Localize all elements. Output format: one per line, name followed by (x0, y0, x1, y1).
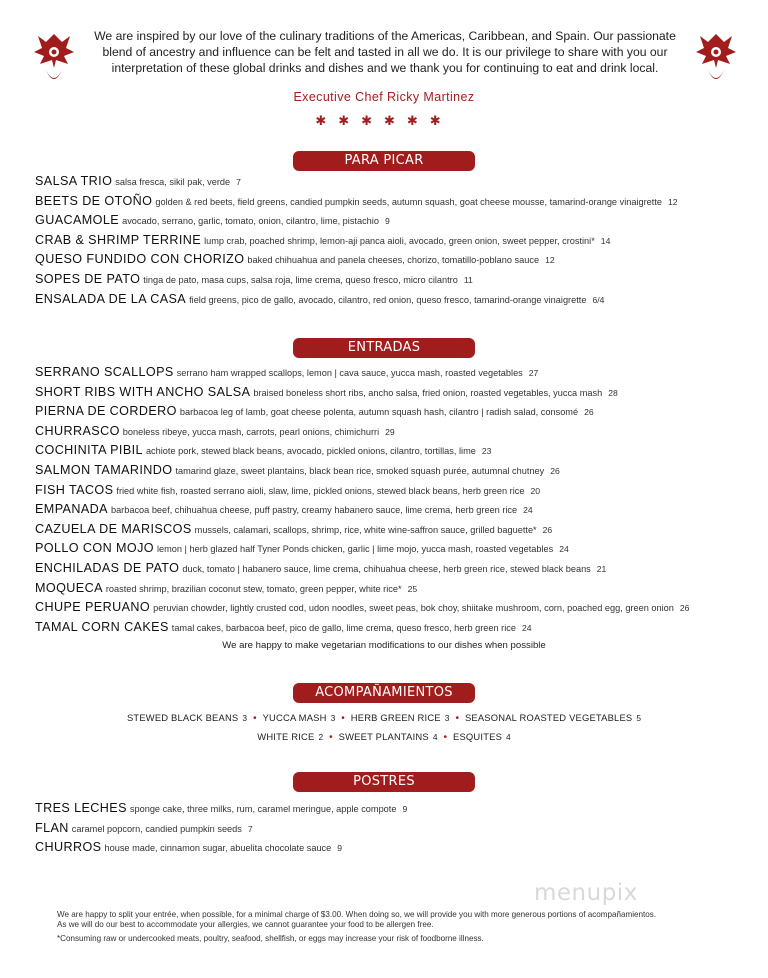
item-price: 28 (608, 387, 618, 398)
item-name: ENSALADA DE LA CASA (35, 291, 187, 306)
item-name: ENCHILADAS DE PATO (35, 560, 180, 575)
item-description: lump crab, poached shrimp, lemon-aji panca aioli, avocado, green onion, sweet pepper, crostini* (204, 235, 595, 246)
item-description: baked chihuahua and panela cheeses, chorizo, tomatillo-poblano sauce (247, 255, 540, 266)
item-description: serrano ham wrapped scallops, lemon | cava sauce, yucca mash, roasted vegetables (176, 368, 523, 378)
item-price: 27 (528, 368, 539, 378)
side-price: 3 (242, 713, 248, 723)
item-description: barbacoa leg of lamb, goat cheese polenta, autumn squash hash, cilantro | radish salad, consomé (179, 407, 579, 418)
side-name: YUCCA MASH (262, 712, 327, 723)
sides-list (0, 708, 768, 746)
item-description: sponge cake, three milks, rum, caramel meringue, apple compote (129, 804, 397, 814)
vegetarian-note: We are happy to make vegetarian modifications to our dishes when possible (222, 640, 546, 651)
item-price: 24 (521, 622, 532, 633)
item-name: MOQUECA (35, 580, 103, 595)
item-description: salsa fresca, sikil pak, verde (115, 177, 231, 187)
bullet-separator-icon: • (443, 732, 448, 743)
menu-item (35, 171, 755, 191)
item-price: 26 (550, 465, 560, 476)
item-name: CHUPE PERUANO (35, 600, 151, 615)
item-price: 7 (247, 823, 253, 834)
item-description: golden & red beets, field greens, candied pumpkin seeds, autumn squash, goat cheese mousse, tamarind-orange vinaigrette (155, 196, 662, 207)
item-name: PIERNA DE CORDERO (35, 404, 177, 419)
item-price: 24 (559, 544, 569, 555)
item-price: 20 (530, 485, 540, 496)
item-name: SALMON TAMARINDO (35, 462, 173, 477)
menu-item (35, 798, 755, 818)
item-name: BEETS DE OTOÑO (35, 193, 153, 208)
item-name: SOPES DE PATO (35, 271, 141, 286)
section-banner-para-picar: PARA PICAR (293, 151, 475, 171)
side-price: 5 (636, 713, 642, 723)
menu-item (35, 480, 755, 500)
sides-line-1 (0, 708, 768, 727)
side-name: SEASONAL ROASTED VEGETABLES (464, 712, 633, 723)
side-price: 3 (444, 713, 450, 723)
item-price: 26 (679, 603, 690, 614)
item-price: 21 (596, 563, 607, 574)
footer-allergy-note: As we will do our best to accommodate your allergies, we cannot guarantee your food to be allergen free. (57, 920, 434, 930)
item-description: tamarind glaze, sweet plantains, black bean rice, smoked squash purée, autumnal chutney (175, 465, 545, 476)
menu-item (35, 362, 755, 382)
item-name: COCHINITA PIBIL (35, 443, 143, 458)
side-name: SWEET PLANTAINS (338, 731, 429, 742)
item-name: CAZUELA DE MARISCOS (35, 521, 192, 536)
sides-line-2 (0, 727, 768, 746)
item-name: TAMAL CORN CAKES (35, 619, 169, 634)
item-price: 25 (407, 583, 418, 594)
menu-item (35, 597, 755, 617)
side-price: 4 (506, 732, 511, 742)
item-name: FLAN (35, 820, 69, 835)
item-price: 12 (545, 255, 555, 266)
side-price: 4 (432, 732, 438, 742)
menu-item (35, 558, 755, 578)
item-name: POLLO CON MOJO (35, 541, 154, 556)
menu-item (35, 210, 755, 230)
side-name: HERB GREEN RICE (350, 712, 441, 723)
menu-item (35, 249, 755, 269)
item-description: house made, cinnamon sugar, abuelita chocolate sauce (104, 843, 332, 854)
footer-notes (57, 910, 737, 944)
item-name: CRAB & SHRIMP TERRINE (35, 232, 202, 247)
item-description: braised boneless short ribs, ancho salsa, fried onion, roasted vegetables, yucca mash (253, 387, 603, 398)
side-name: STEWED BLACK BEANS (126, 712, 239, 723)
item-description: boneless ribeye, yucca mash, carrots, pearl onions, chimichurri (122, 426, 380, 437)
item-price: 9 (402, 804, 408, 814)
item-name: QUESO FUNDIDO CON CHORIZO (35, 252, 245, 267)
mask-emblem-left-icon (32, 30, 76, 90)
menu-item (35, 440, 755, 460)
item-description: field greens, pico de gallo, avocado, cilantro, red onion, queso fresco, tamarind-orange vinaigrette (189, 294, 587, 305)
item-price: 9 (337, 843, 343, 854)
section-banner-acompanamientos: ACOMPAÑAMIENTOS (293, 683, 475, 703)
item-description: mussels, calamari, scallops, shrimp, rice, white wine-saffron sauce, grilled baguette* (194, 524, 537, 535)
menu-item (35, 578, 755, 598)
item-price: 23 (481, 446, 492, 457)
ornament-stars-icon: ✱✱✱✱✱✱ (315, 113, 453, 128)
item-name: SHORT RIBS WITH ANCHO SALSA (35, 384, 251, 399)
item-price: 14 (600, 235, 611, 246)
menu-item (35, 191, 755, 211)
item-price: 7 (236, 177, 241, 187)
menu-item (35, 421, 755, 441)
item-name: GUACAMOLE (35, 213, 120, 228)
item-price: 29 (385, 426, 395, 437)
item-description: barbacoa beef, chihuahua cheese, puff pastry, creamy habanero sauce, lime crema, herb green rice (110, 505, 518, 516)
item-description: avocado, serrano, garlic, tomato, onion, cilantro, lime, pistachio (122, 216, 379, 227)
section-banner-entradas: ENTRADAS (293, 338, 475, 358)
postres-list (35, 798, 755, 857)
item-description: caramel popcorn, candied pumpkin seeds (71, 823, 242, 834)
intro-paragraph: We are inspired by our love of the culinary traditions of the Americas, Caribbean, and Spain. Our passionate blend of ancestry and influence can be felt and tasted in all we do. It is our privilege to share with you our interpretation of these global drinks and dishes and we thank you for continuing to eat and drink local. (94, 29, 676, 75)
side-price: 2 (318, 732, 324, 742)
item-description: tamal cakes, barbacoa beef, pico de gallo, lime crema, queso fresco, herb green rice (171, 622, 516, 633)
item-name: CHURRASCO (35, 423, 120, 438)
item-name: SALSA TRIO (35, 174, 113, 188)
item-price: 6/4 (592, 294, 605, 305)
menu-item (35, 499, 755, 519)
item-name: CHURROS (35, 840, 102, 855)
item-price: 11 (463, 274, 473, 285)
item-description: fried white fish, roasted serrano aioli, slaw, lime, pickled onions, stewed black beans, herb green rice (116, 485, 525, 496)
side-name: ESQUITES (453, 731, 503, 742)
bullet-separator-icon: • (341, 713, 345, 724)
item-name: EMPANADA (35, 502, 108, 517)
item-description: lemon | herb glazed half Tyner Ponds chicken, garlic | lime mojo, yucca mash, roasted vegetables (156, 544, 554, 555)
menu-item (35, 617, 755, 637)
item-price: 26 (542, 524, 553, 535)
side-price: 3 (330, 713, 336, 723)
menu-item (35, 269, 755, 289)
item-description: roasted shrimp, brazilian coconut stew, tomato, green pepper, white rice* (105, 583, 402, 594)
menu-item (35, 818, 755, 838)
item-price: 24 (523, 505, 533, 516)
item-name: FISH TACOS (35, 482, 114, 497)
watermark-logo: menupix (534, 880, 638, 906)
bullet-separator-icon: • (253, 713, 257, 724)
menu-item (35, 230, 755, 250)
item-description: peruvian chowder, lightly crusted cod, udon noodles, sweet peas, bok choy, shiitake mushroom, corn, poached egg, green onion (153, 603, 674, 614)
item-price: 26 (584, 407, 594, 418)
menu-item (35, 289, 755, 309)
menu-item (35, 538, 755, 558)
side-name: WHITE RICE (257, 731, 315, 742)
para-picar-list (35, 171, 755, 308)
item-name: TRES LECHES (35, 801, 127, 815)
bullet-separator-icon: • (329, 732, 333, 743)
menu-item (35, 382, 755, 402)
menu-item (35, 460, 755, 480)
section-banner-postres: POSTRES (293, 772, 475, 792)
footer-consumption-warning: *Consuming raw or undercooked meats, poultry, seafood, shellfish, or eggs may increase your risk of foodborne illness. (57, 933, 484, 943)
menu-item (35, 401, 755, 421)
menu-item (35, 519, 755, 539)
executive-chef: Executive Chef Ricky Martinez (293, 90, 475, 104)
entradas-list (35, 362, 755, 636)
item-description: achiote pork, stewed black beans, avocado, pickled onions, cilantro, tortillas, lime (145, 446, 476, 457)
item-price: 9 (384, 216, 390, 227)
item-name: SERRANO SCALLOPS (35, 365, 174, 379)
menu-item (35, 837, 755, 857)
mask-emblem-right-icon (694, 30, 738, 90)
item-description: duck, tomato | habanero sauce, lime crema, chihuahua cheese, herb green rice, stewed black beans (182, 563, 591, 574)
item-description: tinga de pato, masa cups, salsa roja, lime crema, queso fresco, micro cilantro (143, 274, 458, 285)
bullet-separator-icon: • (455, 713, 459, 724)
footer-split-note: We are happy to split your entrée, when possible, for a minimal charge of $3.00. When doing so, we will provide you with more generous portions of acompañamientos. (57, 910, 657, 919)
item-price: 12 (668, 196, 678, 207)
